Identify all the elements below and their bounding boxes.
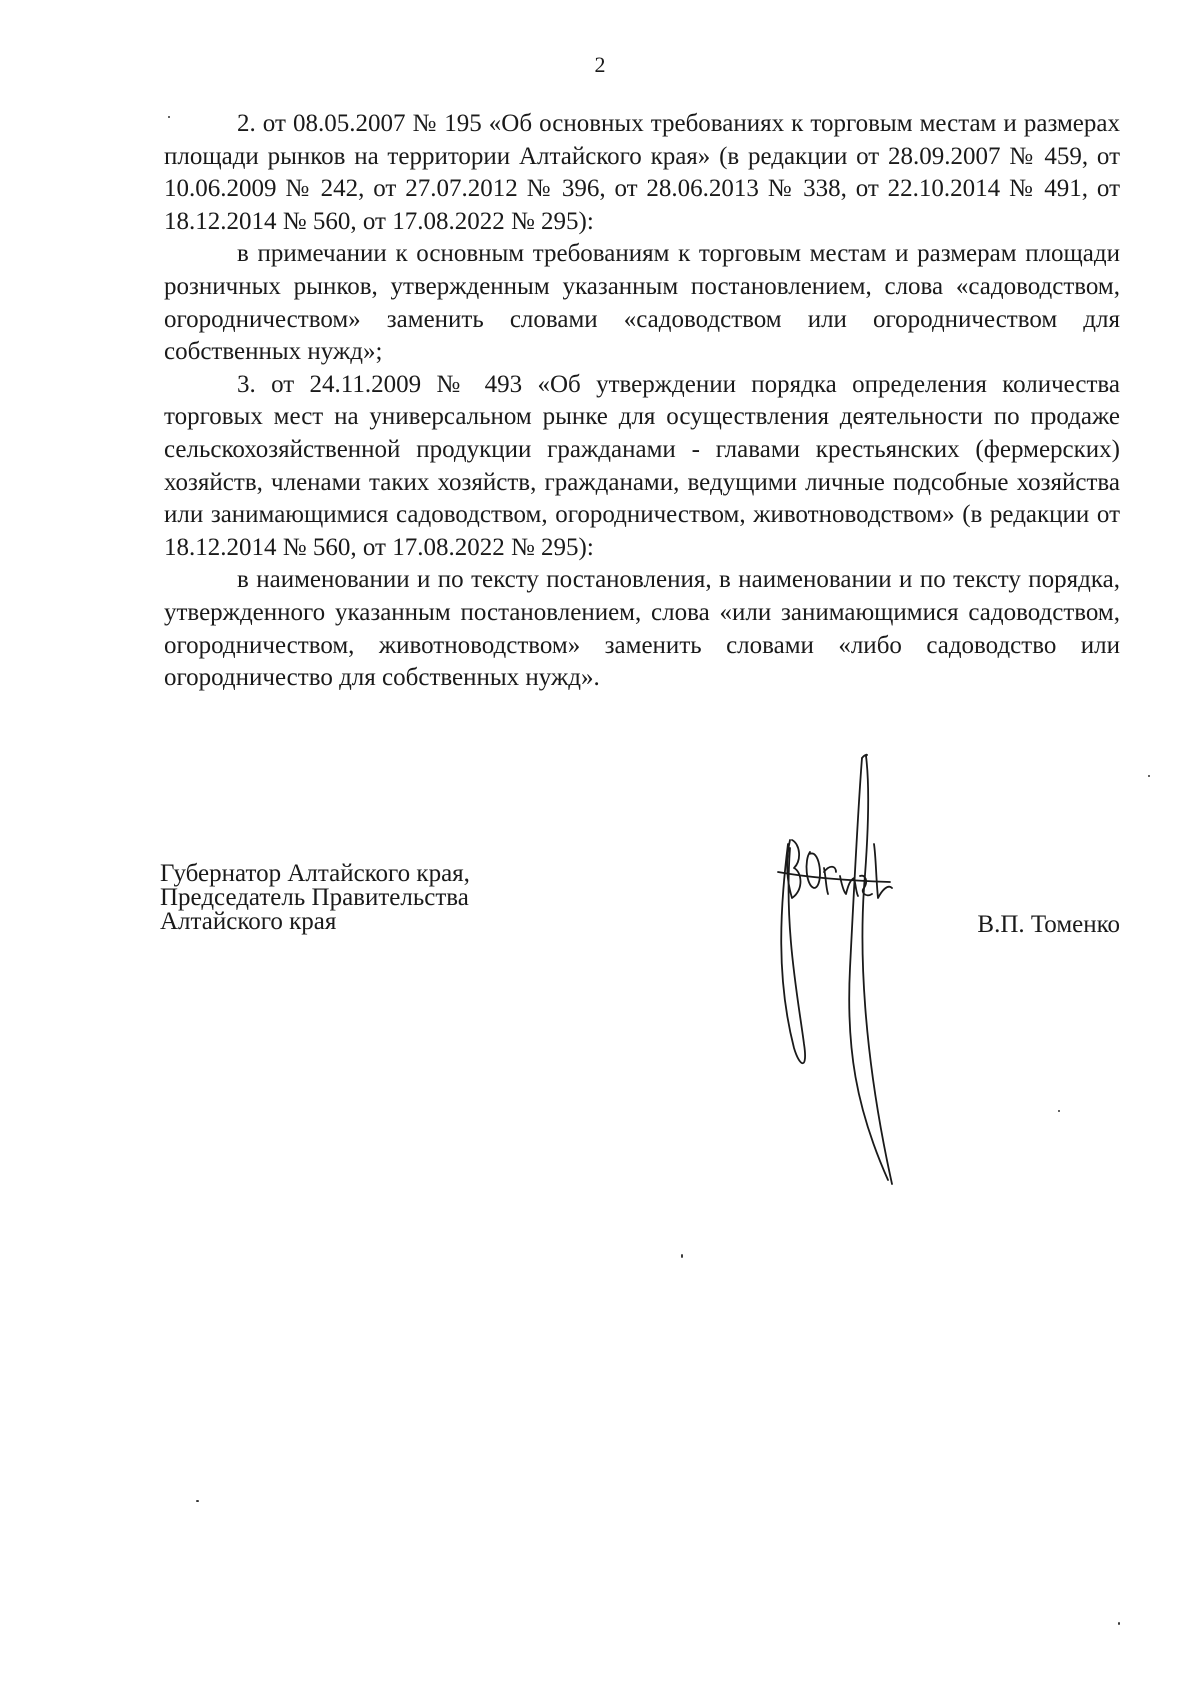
scan-speck [1058, 1110, 1060, 1112]
scan-speck [1148, 775, 1150, 777]
signatory-name: В.П. Томенко [977, 911, 1120, 938]
scan-speck [168, 116, 170, 118]
signatory-position-line: Губернатор Алтайского края, [160, 860, 470, 887]
paragraph-amendment-2: 2. от 08.05.2007 № 195 «Об основных требованиях к торговым местам и размерах площади рынков на территории Алтайского края» (в редакции от 28.09.2007 № 459, от 10.06.2009 № 242, от 27.07.2012 № 396, от 28.06.2013 № 338, от 22.10.2014 № 491, от 18.12.2014 № 560, от 17.08.2022 № 295): [164, 110, 1120, 235]
signatory-position [160, 862, 470, 934]
document-body [164, 108, 1120, 695]
paragraph-amendment-3-change: в наименовании и по тексту постановления, в наименовании и по тексту порядка, утвержденного указанным постановлением, слова «или занимающимися садоводством, огородничеством, животноводством» заменить словами «либо садоводство или огородничество для собственных нужд». [164, 566, 1120, 692]
handwritten-signature [770, 748, 960, 1188]
signatory-position-line: Алтайского края [160, 908, 337, 935]
scan-speck [196, 1500, 199, 1502]
scan-speck [1118, 1622, 1120, 1625]
page-number: 2 [594, 52, 606, 77]
paragraph-amendment-3: 3. от 24.11.2009 № 493 «Об утверждении порядка определения количества торговых мест на универсальном рынке для осуществления деятельности по продаже сельскохозяйственной продукции гражданами - главами крестьянских (фермерских) хозяйств, членами таких хозяйств, гражданами, ведущими личные подсобные хозяйства или занимающимися садоводством, огородничеством, животноводством» (в редакции от 18.12.2014 № 560, от 17.08.2022 № 295): [164, 370, 1120, 561]
signatory-position-line: Председатель Правительства [160, 884, 469, 911]
scan-speck [681, 1254, 683, 1258]
paragraph-amendment-2-change: в примечании к основным требованиям к торговым местам и размерам площади розничных рынков, утвержденным указанным постановлением, слова «садоводством, огородничеством» заменить словами «садоводством или огородничеством для собственных нужд»; [164, 240, 1120, 366]
